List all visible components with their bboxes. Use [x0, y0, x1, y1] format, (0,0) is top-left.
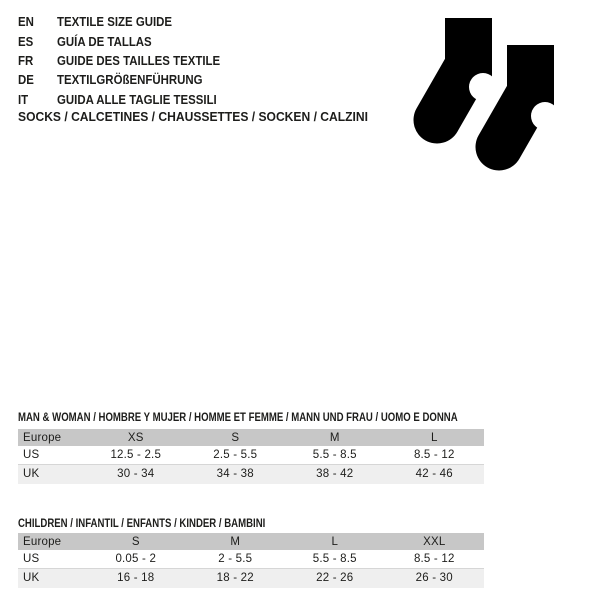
- size-cell: 18 - 22: [216, 572, 254, 584]
- column-header: M: [230, 535, 241, 548]
- size-cell: 8.5 - 12: [413, 448, 455, 461]
- table-title-children: CHILDREN / INFANTIL / ENFANTS / KINDER / BAMBINI: [18, 516, 266, 530]
- column-header: M: [329, 431, 340, 444]
- language-label: GUIDA ALLE TAGLIE TESSILI: [57, 91, 217, 107]
- table-row-us: [18, 446, 484, 464]
- category-title: SOCKS / CALCETINES / CHAUSSETTES / SOCKEN / CALZINI: [18, 109, 368, 124]
- column-header: S: [231, 431, 240, 444]
- table-row-uk: [18, 568, 484, 588]
- language-label: TEXTILGRÖßENFÜHRUNG: [57, 72, 203, 88]
- language-row-it: [18, 90, 242, 109]
- row-label: US: [23, 552, 40, 565]
- language-row-fr: [18, 51, 242, 70]
- language-list: [18, 12, 242, 109]
- table-row-uk: [18, 464, 484, 484]
- language-code: ES: [18, 33, 34, 49]
- table-header-row: [18, 533, 484, 550]
- language-label: GUIDE DES TAILLES TEXTILE: [57, 52, 221, 68]
- table-row-us: [18, 550, 484, 568]
- size-cell: 22 - 26: [316, 572, 354, 584]
- language-row-en: [18, 12, 242, 31]
- size-cell: 34 - 38: [216, 468, 254, 480]
- table-title-man-woman: MAN & WOMAN / HOMBRE Y MUJER / HOMME ET FEMME / MANN UND FRAU / UOMO E DONNA: [18, 410, 458, 424]
- language-label: GUÍA DE TALLAS: [57, 33, 152, 49]
- language-row-de: [18, 70, 242, 89]
- table-header-row: [18, 429, 484, 446]
- language-row-es: [18, 31, 242, 50]
- socks-icon: [405, 10, 565, 185]
- size-cell: 30 - 34: [117, 468, 155, 480]
- column-header: S: [131, 535, 140, 548]
- size-cell: 16 - 18: [117, 572, 155, 584]
- row-label: UK: [23, 468, 40, 480]
- column-header: XXL: [423, 535, 446, 548]
- size-cell: 5.5 - 8.5: [312, 552, 357, 565]
- row-label: US: [23, 448, 40, 461]
- size-cell: 26 - 30: [415, 572, 453, 584]
- size-cell: 5.5 - 8.5: [312, 448, 357, 461]
- language-label: TEXTILE SIZE GUIDE: [57, 14, 173, 30]
- row-label: UK: [23, 572, 40, 584]
- language-code: IT: [18, 91, 29, 107]
- size-table-man-woman: [18, 429, 484, 484]
- column-header: Europe: [23, 535, 62, 548]
- language-code: EN: [18, 14, 34, 30]
- column-header: Europe: [23, 431, 62, 444]
- size-cell: 8.5 - 12: [413, 552, 455, 565]
- language-code: DE: [18, 72, 34, 88]
- size-table-children: [18, 533, 484, 588]
- size-cell: 38 - 42: [316, 468, 354, 480]
- column-header: L: [331, 535, 339, 548]
- size-cell: 0.05 - 2: [115, 552, 157, 565]
- column-header: XS: [127, 431, 144, 444]
- column-header: L: [430, 431, 438, 444]
- size-cell: 42 - 46: [415, 468, 453, 480]
- size-cell: 2 - 5.5: [218, 552, 253, 565]
- language-code: FR: [18, 52, 34, 68]
- size-cell: 2.5 - 5.5: [213, 448, 258, 461]
- size-cell: 12.5 - 2.5: [110, 448, 162, 461]
